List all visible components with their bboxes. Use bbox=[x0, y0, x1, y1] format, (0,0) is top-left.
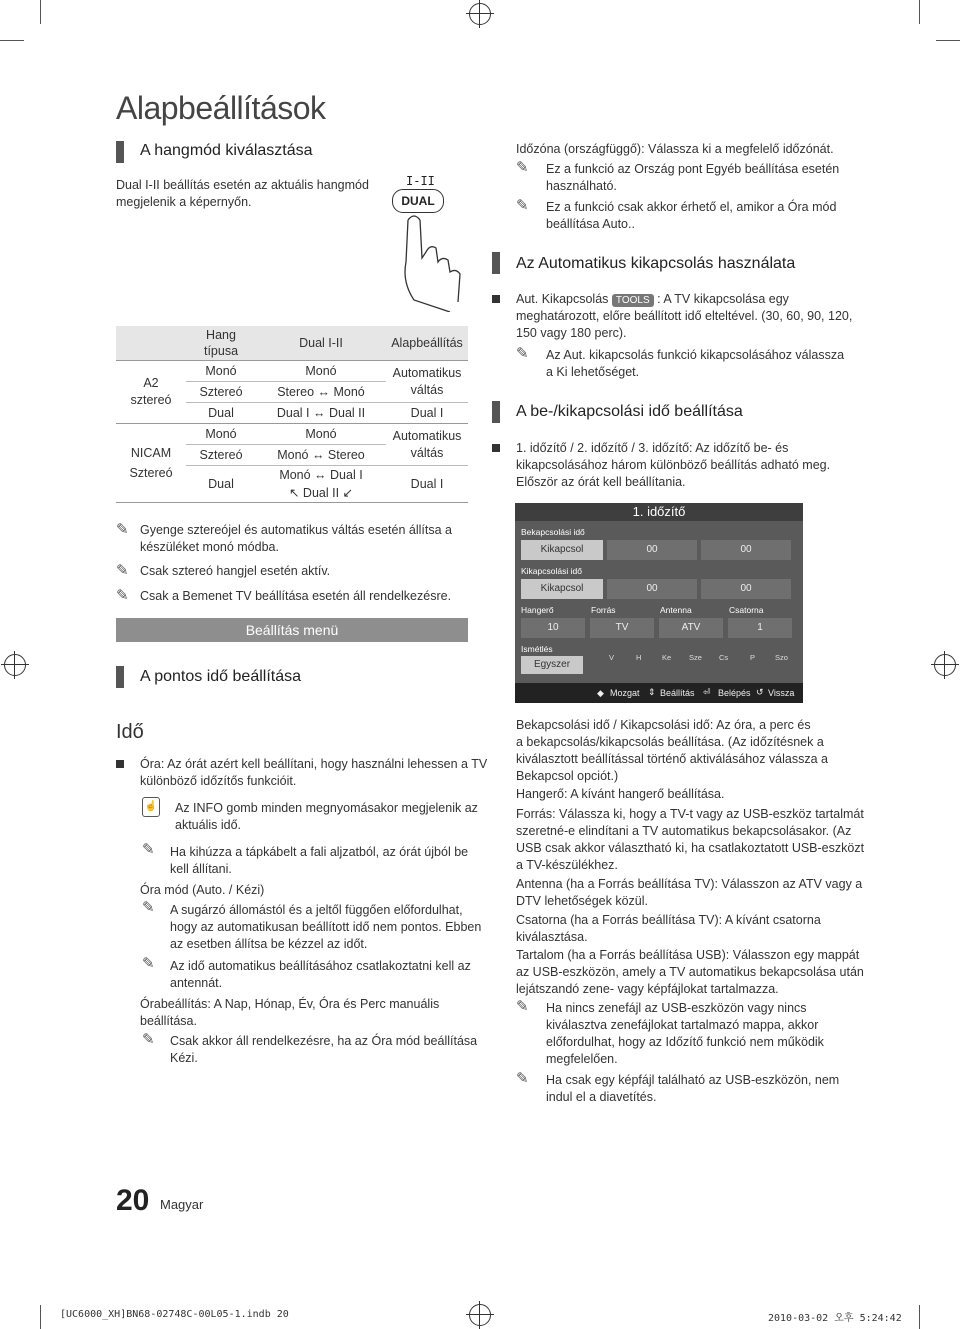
sound-type-table: Hang típusa Dual I-II Alapbeállítás A2 sztereó Monó Monó Automatikus váltás Sztereó Stereo ↔ Monó Dual Dual I ↔ Dual II Dual I NICAM Sztereó Monó Monó Automatikus váltás Sztereó Monó ↔ Stereo Dual Monó ↔ Dual I ↖ Dual II ↙ Dual I bbox=[116, 326, 468, 503]
move-arrows-icon: ◆ bbox=[597, 688, 604, 698]
clock-set-text: Órabeállítás: A Nap, Hónap, Év, Óra és Perc manuális beállítása. bbox=[140, 997, 440, 1028]
clock-mode-heading: Óra mód (Auto. / Kézi) bbox=[140, 883, 265, 897]
note-icon: ✎ bbox=[516, 345, 529, 362]
note-icon: ✎ bbox=[142, 899, 155, 916]
registration-mark-icon bbox=[469, 3, 491, 25]
file-info: [UC6000_XH]BN68-02748C-00L05-1.indb 20 bbox=[60, 1309, 289, 1320]
section-title-sound-mode: A hangmód kiválasztása bbox=[140, 142, 313, 159]
dual-button: DUAL bbox=[392, 189, 444, 213]
on-hour-field[interactable]: 00 bbox=[607, 540, 697, 560]
timer-osd-panel bbox=[515, 503, 803, 703]
note-weak-stereo: Gyenge sztereójel és automatikus váltás esetén állítsa a készüléket monó módba. bbox=[140, 523, 452, 554]
updown-icon: ⇕ bbox=[648, 687, 656, 697]
volume-field[interactable]: 10 bbox=[521, 618, 585, 638]
registration-mark-icon bbox=[934, 654, 956, 676]
day-label[interactable]: Ke bbox=[662, 653, 672, 662]
zone-note-2: Ez a funkció csak akkor érhető el, amikor a Óra mód beállítása Auto.. bbox=[546, 200, 837, 231]
antenna-label: Antenna bbox=[660, 605, 692, 615]
day-label[interactable]: Szo bbox=[775, 653, 788, 662]
print-date: 2010-03-02 오후 5:24:42 bbox=[768, 1313, 902, 1324]
osd-title: 1. időzítő bbox=[515, 503, 803, 521]
page-number: 20 bbox=[116, 1184, 150, 1217]
section-marker bbox=[492, 401, 500, 423]
info-note: Az INFO gomb minden megnyomásakor megjelenik az aktuális idő. bbox=[175, 801, 478, 832]
off-time-select[interactable]: Kikapcsol bbox=[521, 579, 603, 599]
off-time-label: Kikapcsolási idő bbox=[521, 566, 582, 576]
note-icon: ✎ bbox=[516, 998, 529, 1015]
language-label: Magyar bbox=[160, 1197, 204, 1212]
repeat-label: Ismétlés bbox=[521, 644, 553, 654]
crop-mark bbox=[919, 0, 920, 24]
note-icon: ✎ bbox=[116, 562, 129, 579]
off-hour-field[interactable]: 00 bbox=[607, 579, 697, 599]
timer-text: 1. időzítő / 2. időzítő / 3. időzítő: Az időzítő be- és kikapcsolásához három különböző beállítás adható meg. Először az órát kell beállítania. bbox=[516, 441, 831, 489]
volume-label: Hangerő bbox=[521, 605, 554, 615]
on-time-select[interactable]: Kikapcsol bbox=[521, 540, 603, 560]
section-marker bbox=[492, 252, 500, 274]
auto-off-text: Aut. Kikapcsolás TOOLS : A TV kikapcsolása egy meghatározott, előre beállított idő elteltével. (30, 60, 90, 120, 150 vagy 180 perc). bbox=[516, 292, 853, 340]
manual-only-note: Csak akkor áll rendelkezésre, ha az Óra mód beállítása Kézi. bbox=[170, 1034, 478, 1065]
nav-set: Beállítás bbox=[660, 688, 695, 698]
day-label[interactable]: P bbox=[750, 653, 756, 662]
auto-off-note: Az Aut. kikapcsolás funkció kikapcsolásához válassza a Ki lehetőséget. bbox=[546, 348, 845, 379]
remote-top-label: I-II bbox=[406, 174, 435, 188]
nav-enter: Belépés bbox=[718, 688, 751, 698]
note-icon: ✎ bbox=[516, 197, 529, 214]
enter-icon: ⏎ bbox=[703, 687, 711, 697]
section-title-clock: A pontos idő beállítása bbox=[140, 668, 302, 685]
note-stereo-only: Csak sztereó hangjel esetén aktív. bbox=[140, 564, 331, 578]
registration-mark-icon bbox=[469, 1304, 491, 1326]
source-label: Forrás bbox=[591, 605, 616, 615]
antenna-desc: Antenna (ha a Forrás beállítása TV): Válasszon az ATV vagy a DTV lehetőségek közül. bbox=[516, 877, 863, 908]
day-label[interactable]: Sze bbox=[689, 653, 702, 662]
bullet-icon bbox=[116, 760, 124, 768]
day-label[interactable]: V bbox=[609, 653, 615, 662]
unplug-note: Ha kihúzza a tápkábelt a fali aljzatból, az órát újból be kell állítani. bbox=[170, 845, 469, 876]
note-icon: ✎ bbox=[116, 587, 129, 604]
note-icon: ✎ bbox=[142, 955, 155, 972]
note-icon: ✎ bbox=[142, 1031, 155, 1048]
on-off-time-desc: Bekapcsolási idő / Kikapcsolási idő: Az óra, a perc és a bekapcsolás/kikapcsolás beállítása. (Az időzítésnek a kiválasztott beállítással történő aktiválásához válassza a Bekapcsol opciót.) bbox=[516, 718, 828, 783]
bullet-icon bbox=[492, 295, 500, 303]
auto-time-note: A sugárzó állomástól és a jeltől függően előfordulhat, hogy az automatikusan beállított idő nem pontos. Ebben az esetben állítsa be kézzel az időt. bbox=[170, 903, 482, 951]
volume-desc: Hangerő: A kívánt hangerő beállítása. bbox=[516, 787, 725, 801]
note-icon: ✎ bbox=[142, 841, 155, 858]
antenna-note: Az idő automatikus beállításához csatlakoztatni kell az antennát. bbox=[170, 959, 471, 990]
nav-move: Mozgat bbox=[610, 688, 640, 698]
antenna-field[interactable]: ATV bbox=[659, 618, 723, 638]
channel-field[interactable]: 1 bbox=[728, 618, 792, 638]
crop-mark bbox=[40, 1305, 41, 1329]
days-row bbox=[593, 653, 797, 665]
usb-music-note: Ha nincs zenefájl az USB-eszközön vagy nincs kiválasztva zenefájlokat tartalmazó mappa, akkor előfordulhat, hogy az Időzítő funkció nem működik megfelelően. bbox=[546, 1001, 824, 1066]
day-label[interactable]: H bbox=[636, 653, 642, 662]
osd-nav-bar bbox=[515, 683, 803, 703]
crop-mark bbox=[919, 1305, 920, 1329]
content-desc: Tartalom (ha a Forrás beállítása USB): Válasszon egy mappát az USB-eszközön, amely a TV automatikus bekapcsolása után lejátszandó zene- vagy képfájlokat tartalmazza. bbox=[516, 948, 864, 996]
note-icon: ✎ bbox=[516, 159, 529, 176]
clock-description: Óra: Az órát azért kell beállítani, hogy használni lehessen a TV különböző időzítős funkcióit. bbox=[140, 757, 488, 788]
repeat-select[interactable]: Egyszer bbox=[521, 656, 583, 674]
usb-image-note: Ha csak egy képfájl található az USB-eszközön, nem indul el a diavetítés. bbox=[546, 1073, 840, 1104]
nav-back: Vissza bbox=[768, 688, 795, 698]
section-marker bbox=[116, 141, 124, 163]
section-title-timer: A be-/kikapcsolási idő beállítása bbox=[516, 403, 743, 420]
return-icon: ↺ bbox=[756, 687, 764, 697]
channel-desc: Csatorna (ha a Forrás beállítása TV): A kívánt csatorna kiválasztása. bbox=[516, 913, 821, 944]
day-label[interactable]: Cs bbox=[719, 653, 729, 662]
source-field[interactable]: TV bbox=[590, 618, 654, 638]
note-icon: ✎ bbox=[516, 1070, 529, 1087]
ido-heading: Idő bbox=[116, 721, 144, 743]
note-icon: ✎ bbox=[116, 521, 129, 538]
intro-text: Dual I-II beállítás esetén az aktuális hangmód megjelenik a képernyőn. bbox=[116, 178, 369, 209]
bullet-icon bbox=[492, 444, 500, 452]
settings-menu-bar: Beállítás menü bbox=[116, 618, 468, 642]
crop-mark bbox=[0, 40, 24, 41]
crop-mark bbox=[936, 40, 960, 41]
hand-icon bbox=[380, 172, 480, 312]
crop-mark bbox=[40, 0, 41, 24]
remote-hand-illustration bbox=[380, 172, 480, 312]
source-desc: Forrás: Válassza ki, hogy a TV-t vagy az USB-eszköz tartalmát szeretné-e elindítani a TV automatikus bekapcsolásakor. (Az USB csak akkor választható ki, ha csatlakoztatott USB-eszközt a TV-készülékhez. bbox=[516, 807, 865, 872]
note-input-tv: Csak a Bemenet TV beállítása esetén áll rendelkezésre. bbox=[140, 589, 452, 603]
off-minute-field[interactable]: 00 bbox=[701, 579, 791, 599]
zone-note-1: Ez a funkció az Ország pont Egyéb beállítása esetén használható. bbox=[546, 162, 840, 193]
channel-label: Csatorna bbox=[729, 605, 764, 615]
time-zone-text: Időzóna (országfüggő): Válassza ki a megfelelő időzónát. bbox=[516, 142, 834, 156]
info-hand-icon: ☝ bbox=[142, 797, 160, 817]
on-minute-field[interactable]: 00 bbox=[701, 540, 791, 560]
tools-button-icon: TOOLS bbox=[612, 294, 654, 307]
section-title-auto-off: Az Automatikus kikapcsolás használata bbox=[516, 255, 796, 272]
registration-mark-icon bbox=[4, 654, 26, 676]
on-time-label: Bekapcsolási idő bbox=[521, 527, 585, 537]
section-marker bbox=[116, 666, 124, 688]
page-title: Alapbeállítások bbox=[116, 90, 326, 126]
